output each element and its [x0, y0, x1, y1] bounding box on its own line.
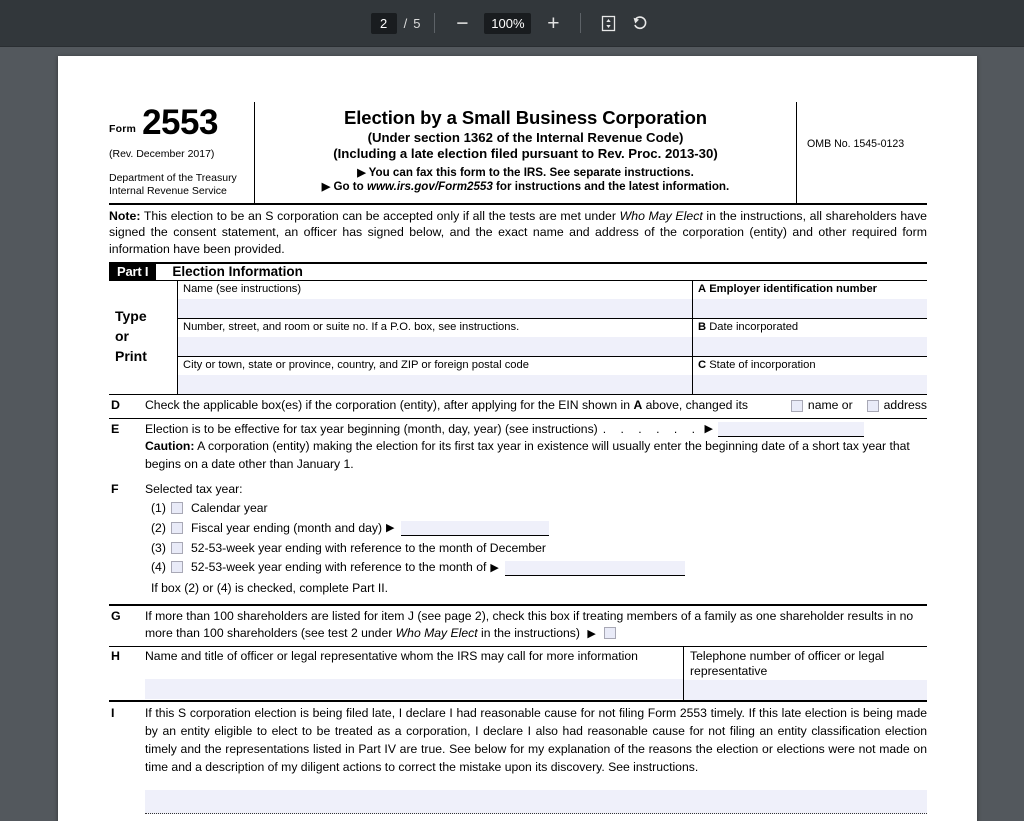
option-2-label: Fiscal year ending (month and day): [191, 521, 383, 536]
option-2-arrow-icon: ▶: [386, 522, 395, 535]
name-input[interactable]: [178, 299, 692, 318]
item-e-row: [109, 419, 927, 477]
street-input[interactable]: [178, 337, 692, 356]
zoom-in-button[interactable]: [540, 10, 566, 36]
week-year-month-input[interactable]: [505, 561, 685, 576]
form-word-label: Form: [109, 122, 137, 135]
total-pages-label: 5: [413, 15, 421, 31]
state-incorporation-label: State of incorporation: [709, 358, 816, 371]
effective-date-input[interactable]: [718, 422, 864, 437]
officer-phone-input[interactable]: [684, 680, 927, 700]
form-2553: [109, 102, 927, 821]
current-page-input[interactable]: [371, 13, 397, 34]
officer-name-label: Name and title of officer or legal representative whom the IRS may call for more information: [145, 649, 638, 664]
explanation-line-1[interactable]: [145, 790, 927, 814]
item-f-code: F: [111, 481, 119, 496]
form-identity-block: [109, 102, 255, 203]
option-4-label: 52-53-week year ending with reference to the month of: [191, 560, 487, 575]
type-or-print-label: [109, 281, 178, 394]
item-f-row: [109, 477, 927, 606]
rotate-icon: [631, 14, 649, 32]
item-g-row: [109, 606, 927, 647]
item-f-option-1: [145, 500, 927, 518]
fiscal-year-ending-input[interactable]: [401, 521, 549, 536]
option-1-label: Calendar year: [191, 501, 268, 516]
pdf-viewer-canvas[interactable]: [0, 47, 1024, 821]
checkbox-52-53-week-other[interactable]: [171, 561, 183, 573]
item-h-row: [109, 647, 927, 702]
item-b-code: B: [698, 320, 707, 333]
form-number: 2553: [142, 103, 218, 142]
date-incorporated-cell: [693, 319, 927, 356]
form-title: Election by a Small Business Corporation: [343, 107, 707, 128]
toolbar-divider-2: [580, 13, 581, 33]
zoom-level-input[interactable]: [484, 13, 531, 34]
item-g-code: G: [111, 608, 121, 623]
form-revision: (Rev. December 2017): [109, 147, 215, 160]
issuing-department: [109, 172, 246, 198]
item-g-text-a: If more than 100 shareholders are listed for item J (see page 2), check this box if treating members of a family as one shareholder results in no more than 100 shareholders (see test 2 under: [145, 608, 914, 641]
checkbox-changed-address[interactable]: [867, 400, 879, 412]
item-f-heading: Selected tax year:: [145, 481, 243, 496]
ein-label: Employer identification number: [709, 282, 878, 295]
checkbox-name-label: name or: [807, 397, 853, 412]
ein-cell: [693, 281, 927, 318]
irs-url: www.irs.gov/Form2553: [366, 180, 493, 193]
ein-input[interactable]: [693, 299, 927, 318]
type-or-print-line-1: Type: [115, 308, 147, 325]
form-title-block: [255, 102, 797, 203]
city-cell: [178, 357, 693, 394]
zoom-out-button[interactable]: [449, 10, 475, 36]
explanation-lines: [109, 790, 927, 821]
item-a-code: A: [698, 282, 707, 295]
pdf-viewer-toolbar: [0, 0, 1024, 47]
item-g-text-b: in the instructions): [477, 626, 580, 641]
fit-page-icon: [600, 15, 617, 32]
page-separator: /: [403, 15, 408, 31]
item-e-text: Election is to be effective for tax year beginning (month, day, year) (see instructions): [145, 421, 598, 436]
item-i-code: I: [111, 706, 115, 721]
form-subtitle-1: (Under section 1362 of the Internal Revenue Code): [367, 130, 684, 145]
option-3-label: 52-53-week year ending with reference to the month of December: [191, 540, 546, 555]
caution-label: Caution:: [145, 439, 195, 454]
item-i-row: [109, 702, 927, 781]
item-g-arrow-icon: ▶: [587, 628, 596, 641]
item-h-code: H: [111, 649, 120, 664]
checkbox-family-shareholders[interactable]: [604, 627, 616, 639]
page-navigation-group: [371, 13, 421, 34]
officer-phone-label: Telephone number of officer or legal representative: [690, 649, 885, 678]
form-note: [109, 205, 927, 262]
type-or-print-table: [109, 281, 927, 395]
minus-icon: −: [456, 11, 469, 35]
item-e-leader-dots: . . . . . .: [602, 421, 701, 436]
item-d-ref-a: A: [633, 397, 643, 412]
item-g-italic-phrase: Who May Elect: [395, 626, 478, 641]
name-label: Name (see instructions): [183, 282, 302, 295]
item-e-code: E: [111, 421, 120, 436]
table-row: [178, 319, 927, 357]
type-or-print-line-3: Print: [115, 348, 147, 365]
checkbox-52-53-week-december[interactable]: [171, 542, 183, 554]
item-d-code: D: [111, 397, 120, 412]
note-text-part-2: in the instructions, all shareholders have signed the consent statement, an officer has signed below, and the exact name and address of the corporation (entity) and other required form information have been provided.: [109, 208, 927, 257]
form-subtitle-2: (Including a late election filed pursuant to Rev. Proc. 2013-30): [333, 146, 718, 161]
state-incorporation-input[interactable]: [693, 375, 927, 394]
city-label: City or town, state or province, country, and ZIP or foreign postal code: [183, 358, 529, 371]
option-3-number: (3): [151, 540, 166, 555]
item-d-row: [109, 395, 927, 419]
name-cell: [178, 281, 693, 318]
item-h-right-cell: [684, 647, 927, 700]
fax-instruction-line: [261, 166, 790, 179]
option-4-arrow-icon: ▶: [490, 561, 499, 574]
item-f-option-4: [145, 559, 927, 577]
item-d-text-a: Check the applicable box(es) if the corporation (entity), after applying for the EIN shown in: [145, 397, 634, 412]
item-d-text-b: above, changed its: [642, 397, 748, 412]
goto-prefix: Go to: [333, 180, 367, 193]
note-label: Note:: [109, 208, 141, 223]
table-row: [178, 357, 927, 394]
street-cell: [178, 319, 693, 356]
item-e-arrow-icon: ▶: [704, 422, 713, 435]
department-line-2: Internal Revenue Service: [109, 184, 227, 197]
item-c-code: C: [698, 358, 707, 371]
item-f-option-2: [145, 520, 927, 538]
department-line-1: Department of the Treasury: [109, 171, 237, 184]
checkbox-address-label: address: [883, 397, 927, 412]
website-instruction-line: [261, 180, 790, 193]
checkbox-fiscal-year[interactable]: [171, 522, 183, 534]
option-4-number: (4): [151, 560, 166, 575]
plus-icon: +: [547, 11, 560, 35]
omb-number: OMB No. 1545-0123: [807, 138, 905, 150]
note-italic-phrase: Who May Elect: [619, 208, 703, 223]
arrow-icon: ▶: [357, 167, 366, 179]
item-h-left-cell: [145, 647, 684, 700]
item-e-caution: [145, 438, 927, 473]
goto-suffix: for instructions and the latest information.: [492, 180, 730, 193]
arrow-icon-2: ▶: [321, 181, 331, 193]
officer-name-input[interactable]: [145, 679, 683, 699]
part-1-title: Election Information: [172, 264, 303, 280]
part-1-tag: Part I: [109, 264, 156, 280]
item-f-option-3: [145, 540, 927, 558]
toolbar-divider-1: [434, 13, 435, 33]
omb-block: [797, 102, 927, 203]
date-incorporated-label: Date incorporated: [709, 320, 799, 333]
date-incorporated-input[interactable]: [693, 337, 927, 356]
rotate-button[interactable]: [627, 10, 653, 36]
item-f-footnote: If box (2) or (4) is checked, complete Part II.: [151, 581, 389, 596]
street-label: Number, street, and room or suite no. If a P.O. box, see instructions.: [183, 320, 520, 333]
state-incorporation-cell: [693, 357, 927, 394]
part-1-header: [109, 262, 927, 281]
item-i-text: If this S corporation election is being filed late, I declare I had reasonable cause for not filing Form 2553 timely. If this late election is being made by an entity eligible to elect to be treated as a corporation, I declare I also had reasonable cause for not filing an entity classification election timely and the representations listed in Part IV are true. See below for my explanation of the reasons the election or elections were not made on time and a description of my diligent actions to correct the mistake upon its discovery. See instructions.: [145, 706, 927, 774]
type-or-print-line-2: or: [115, 328, 129, 345]
zoom-group: [449, 10, 566, 36]
form-header: [109, 102, 927, 205]
pdf-page: [58, 56, 977, 821]
note-text-part-1: This election to be an S corporation can be accepted only if all the tests are met under: [140, 208, 620, 223]
option-1-number: (1): [151, 501, 166, 516]
city-input[interactable]: [178, 375, 692, 394]
caution-text: A corporation (entity) making the election for its first tax year in existence will usually enter the beginning date of a short tax year that begins on a date other than January 1.: [145, 439, 910, 471]
table-row: [178, 281, 927, 319]
option-2-number: (2): [151, 521, 166, 536]
fit-page-button[interactable]: [595, 10, 621, 36]
spacer: [109, 781, 927, 790]
fax-instruction-text: You can fax this form to the IRS. See separate instructions.: [368, 166, 694, 179]
checkbox-changed-name[interactable]: [791, 400, 803, 412]
checkbox-calendar-year[interactable]: [171, 502, 183, 514]
